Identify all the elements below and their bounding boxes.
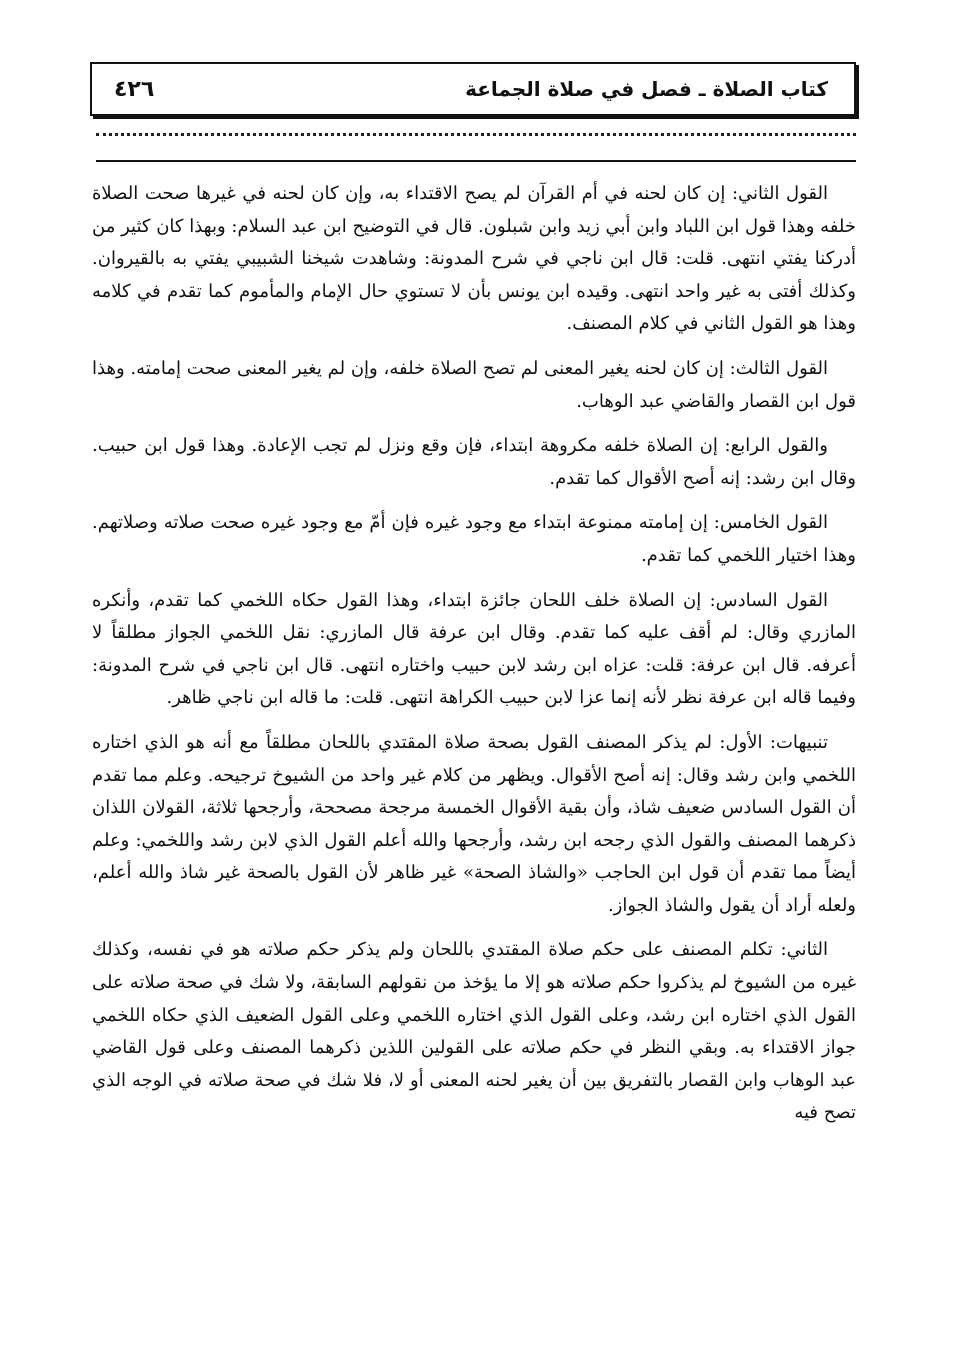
dotted-divider: [96, 133, 856, 136]
paragraph-fourth-opinion: والقول الرابع: إن الصلاة خلفه مكروهة ابتداء، فإن وقع ونزل لم تجب الإعادة. وهذا قول ابن حبيب. وقال ابن رشد: إنه أصح الأقوال كما تقدم.: [92, 435, 856, 489]
page-number: ٤٢٦: [114, 76, 155, 102]
running-header: [90, 62, 856, 116]
header-title: كتاب الصلاة ـ فصل في صلاة الجماعة: [465, 77, 828, 101]
paragraph-fifth-opinion: القول الخامس: إن إمامته ممنوعة ابتداء مع وجود غيره فإن أمّ مع وجود غيره صحت صلاته وصلاتهم. وهذا اختيار اللخمي كما تقدم.: [92, 512, 856, 566]
paragraph-second-opinion: القول الثاني: إن كان لحنه في أم القرآن لم يصح الاقتداء به، وإن كان لحنه في غيرها صحت الصلاة خلفه وهذا قول ابن اللباد وابن أبي زيد وابن شبلون. قال في التوضيح ابن عبد السلام: وبهذا كان كثير من أدركنا يفتي انتهى. قلت: قال ابن ناجي في شرح المدونة: وشاهدت شيخنا الشبيبي يفتي به بالقيروان. وكذلك أفتى به غير واحد انتهى. وقيده ابن يونس بأن لا تستوي حال الإمام والمأموم كما تقدم في كلامه وهذا هو القول الثاني في كلام المصنف.: [92, 183, 856, 335]
solid-divider: [96, 160, 856, 162]
paragraph-notes-first: تنبيهات: الأول: لم يذكر المصنف القول بصحة صلاة المقتدي باللحان مطلقاً مع أنه هو الذي اختاره اللخمي وابن رشد وقال: إنه أصح الأقوال. ويظهر من كلام غير واحد من الشيوخ ترجيحه. وعلم مما تقدم أن القول السادس ضعيف شاذ، وأن بقية الأقوال الخمسة مرجحة مصححة، وأرجحها ثلاثة، القولان اللذان ذكرهما المصنف والقول الذي رجحه ابن رشد، وأرجحها والله أعلم القول الذي لابن رشد واللخمي: وعلم أيضاً مما تقدم أن قول ابن الحاجب «والشاذ الصحة» غير ظاهر لأن القول بالصحة غير شاذ والله أعلم، ولعله أراد أن يقول والشاذ الجواز.: [92, 731, 856, 916]
body-text: [92, 178, 856, 1130]
paragraph-sixth-opinion: القول السادس: إن الصلاة خلف اللحان جائزة ابتداء، وهذا القول حكاه اللخمي كما تقدم، وأنكره المازري وقال: لم أقف عليه كما تقدم. وقال ابن عرفة قال المازري: نقل اللخمي الجواز مطلقاً لا أعرفه. قال ابن عرفة: قلت: عزاه ابن رشد لابن حبيب واختاره انتهى. قال ابن ناجي في شرح المدونة: وفيما قاله ابن عرفة نظر لأنه إنما عزا لابن حبيب الكراهة انتهى. قلت: ما قاله ابن ناجي ظاهر.: [92, 589, 856, 709]
paragraph-notes-second: الثاني: تكلم المصنف على حكم صلاة المقتدي باللحان ولم يذكر حكم صلاته هو في نفسه، وكذلك غيره من الشيوخ لم يذكروا حكم صلاته هو إلا ما يؤخذ من نقولهم السابقة، ولا شك في صحة صلاته على القول الذي اختاره ابن رشد، وعلى القول الذي اختاره اللخمي وعلى القول الضعيف الذي حكاه اللخمي جواز الاقتداء به. وبقي النظر في حكم صلاته على القولين اللذين ذكرهما المصنف وعلى قول القاضي عبد الوهاب وابن القصار بالتفريق بين أن يغير لحنه المعنى أو لا، فلا شك في صحة صلاته في الوجه الذي تصح فيه: [92, 939, 856, 1124]
paragraph-third-opinion: القول الثالث: إن كان لحنه يغير المعنى لم تصح الصلاة خلفه، وإن لم يغير المعنى صحت إمامته. وهذا قول ابن القصار والقاضي عبد الوهاب.: [92, 357, 856, 412]
